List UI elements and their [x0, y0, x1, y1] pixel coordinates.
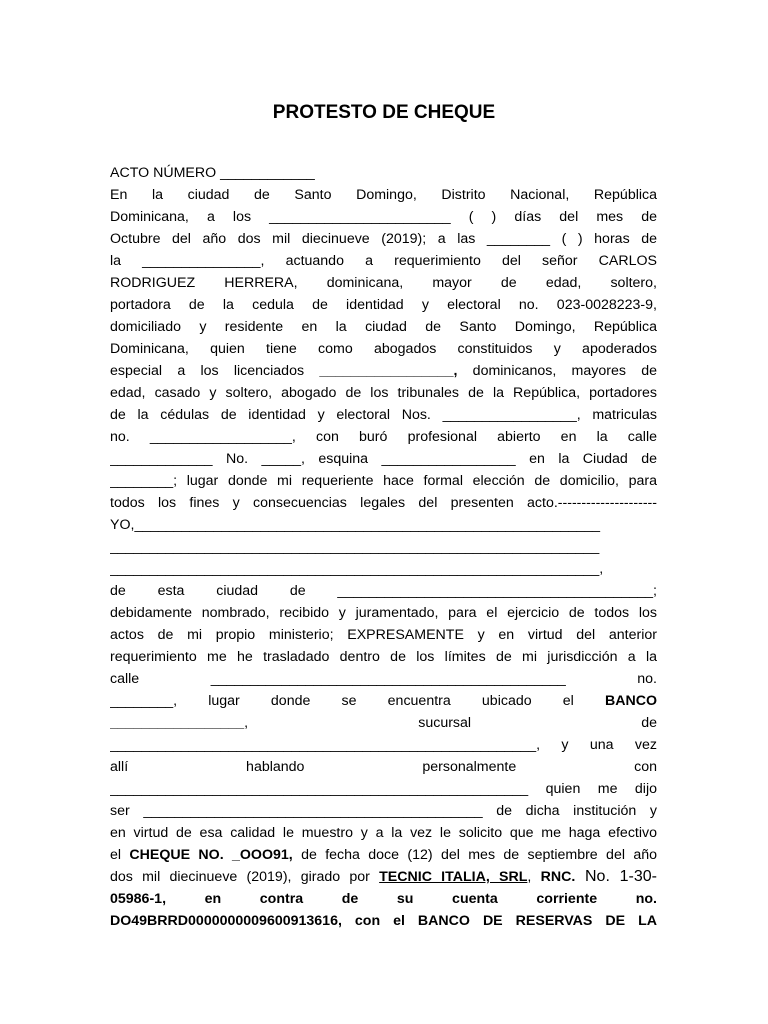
text-line [110, 690, 657, 712]
text-line [110, 624, 657, 646]
text-run: dominicanos, mayores de [457, 363, 657, 379]
text-run: la _______________, actuando a requerimiento del señor CARLOS [110, 253, 657, 269]
text-line [110, 250, 657, 272]
text-run: ________, lugar donde se encuentra ubicado el [110, 693, 605, 709]
text-line [110, 360, 657, 382]
text-run: En la ciudad de Santo Domingo, Distrito Nacional, República [110, 187, 657, 203]
text-run: , sucursal de [244, 715, 657, 731]
text-run: ______________________________________________________________, [110, 561, 604, 577]
text-line [110, 756, 657, 778]
text-line [110, 206, 657, 228]
text-run: domiciliado y residente en la ciudad de Santo Domingo, República [110, 319, 657, 335]
text-run: ______________________________________________________, y una vez [110, 737, 657, 753]
text-line [110, 470, 657, 492]
text-run: Octubre del año dos mil diecinueve (2019); a las ________ ( ) horas de [110, 231, 657, 247]
text-line [110, 536, 657, 558]
text-run: ser ___________________________________________ de dicha institución y [110, 803, 657, 819]
text-run: RODRIGUEZ HERRERA, dominicana, mayor de edad, soltero, [110, 275, 657, 291]
text-line [110, 800, 657, 822]
text-run: _____________________________________________________ quien me dijo [110, 781, 657, 797]
text-run: edad, casado y soltero, abogado de los tribunales de la República, portadores [110, 385, 657, 401]
text-run: BANCO [604, 693, 657, 709]
text-run: de esta ciudad de ________________________________________; [110, 583, 657, 599]
text-line [110, 426, 657, 448]
text-run: ________; lugar donde mi requeriente hace formal elección de domicilio, para [110, 473, 657, 489]
text-run: no. __________________, con buró profesional abierto en la calle [110, 429, 657, 445]
text-run: _____________ No. _____, esquina _________________ en la Ciudad de [110, 451, 657, 467]
text-run: CHEQUE NO. _OOO91, [129, 847, 293, 863]
text-run: _________________ [110, 715, 245, 731]
text-run: calle _____________________________________________ no. [110, 671, 657, 687]
text-line [110, 272, 657, 294]
document-body [110, 162, 657, 932]
text-run: en virtud de esa calidad le muestro y a la vez le solicito que me haga efectivo [110, 825, 657, 841]
text-run: ACTO NÚMERO ____________ [110, 165, 315, 181]
text-line [110, 734, 657, 756]
text-run: Dominicana, quien tiene como abogados constituidos y apoderados [110, 341, 657, 357]
text-run: portadora de la cedula de identidad y electoral no. 023-0028223-9, [110, 297, 657, 313]
text-line [110, 646, 657, 668]
text-run: 05986-1, en contra de su cuenta corriente no. [110, 891, 657, 907]
text-line [110, 888, 657, 910]
text-line [110, 382, 657, 404]
text-line [110, 162, 657, 184]
text-run: dos mil diecinueve (2019), girado por [110, 869, 380, 885]
text-line [110, 316, 657, 338]
text-line [110, 184, 657, 206]
text-run: RNC. [540, 869, 576, 885]
text-line [110, 404, 657, 426]
page-title: PROTESTO DE CHEQUE [272, 102, 496, 123]
text-run: No. 1-30- [575, 868, 657, 885]
text-line [110, 778, 657, 800]
text-run: DO49BRRD0000000009600913616, con el BANCO DE RESERVAS DE LA [110, 913, 657, 929]
text-run: de la cédulas de identidad y electoral Nos. _________________, matriculas [110, 407, 657, 423]
text-line [110, 712, 657, 734]
text-run: allí hablando personalmente con [110, 759, 657, 775]
text-run: TECNIC ITALIA, SRL [379, 869, 528, 885]
text-run: _________________, [319, 363, 458, 379]
text-line [110, 228, 657, 250]
text-run: debidamente nombrado, recibido y juramentado, para el ejercicio de todos los [110, 605, 657, 621]
text-run: , [527, 869, 541, 885]
text-line [110, 492, 657, 514]
text-run: actos de mi propio ministerio; EXPRESAMENTE y en virtud del anterior [110, 627, 657, 643]
text-line [110, 448, 657, 470]
text-run: YO,___________________________________________________________ [110, 517, 600, 533]
text-run: especial a los licenciados [110, 363, 320, 379]
text-line [110, 580, 657, 602]
text-line [110, 668, 657, 690]
text-line [110, 844, 657, 866]
text-run: requerimiento me he trasladado dentro de los límites de mi jurisdicción a la [110, 649, 657, 665]
text-run: de fecha doce (12) del mes de septiembre del año [292, 847, 657, 863]
text-run: Dominicana, a los _______________________ ( ) días del mes de [110, 209, 657, 225]
text-run: ______________________________________________________________ [110, 539, 600, 555]
text-line [110, 822, 657, 844]
text-line [110, 602, 657, 624]
text-line [110, 514, 657, 536]
text-line [110, 910, 657, 932]
text-line [110, 558, 657, 580]
text-line [110, 866, 657, 888]
text-line [110, 294, 657, 316]
text-line [110, 338, 657, 360]
text-run: el [110, 847, 130, 863]
text-run: todos los fines y consecuencias legales del presenten acto.--------------------- [110, 495, 657, 511]
